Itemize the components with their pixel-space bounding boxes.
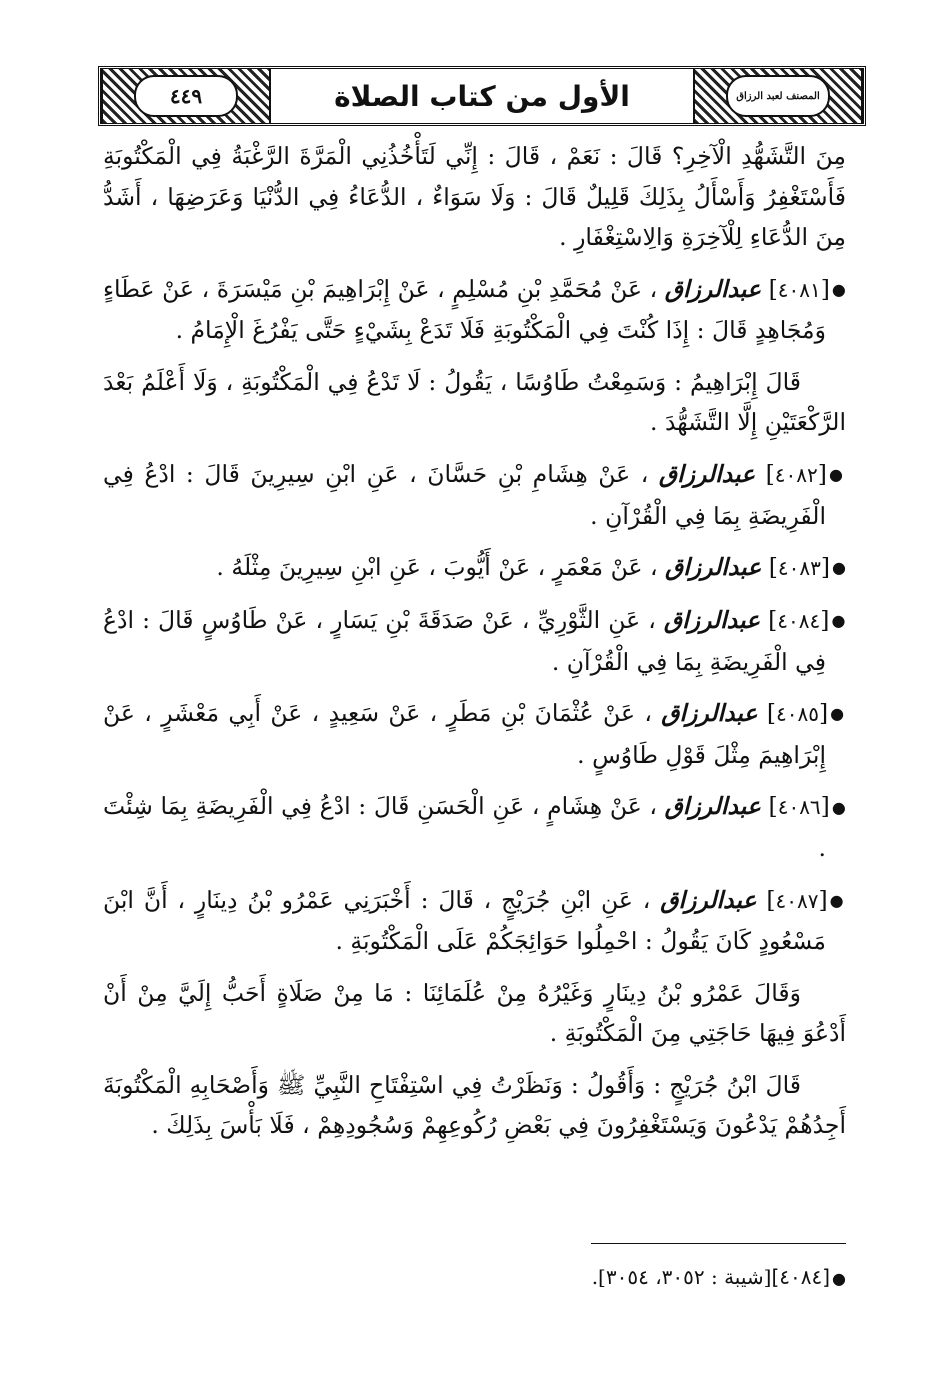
continued-paragraph: مِنَ التَّشَهُّدِ الْآخِرِ؟ قَالَ : نَعَمْ ، قَالَ : إِنِّي لَتَأْخُذُنِي الْمَرَّةَ الرَّغْبَةُ فِي الْمَكْتُوبَةِ فَأَسْتَغْفِرُ وَأَسْأَلُ بِذَلِكَ قَلِيلٌ قَالَ : وَلَا سَوَاءٌ ، الدُّعَاءُ فِي الدُّنْيَا وَعَرَضِهَا ، أَشَدُّ مِنَ الدُّعَاءِ لِلْآخِرَةِ وَالِاسْتِغْفَارِ . xyxy=(103,142,846,251)
hadith-text: ، عَنْ هِشَامٍ ، عَنِ الْحَسَنِ قَالَ : ادْعُ فِي الْفَرِيضَةِ بِمَا شِئْتَ . xyxy=(103,792,826,862)
page-header xyxy=(98,66,866,126)
page-number: ٤٤٩ xyxy=(134,75,238,117)
bullet-icon: ● xyxy=(831,611,846,630)
bullet-icon: ● xyxy=(832,1268,846,1288)
hadith-text: ، عَنْ مَعْمَرٍ ، عَنْ أَيُّوبَ ، عَنِ ابْنِ سِيرِينَ مِثْلَهُ . xyxy=(216,553,658,581)
hadith-text: ، عَنِ الثَّوْرِيِّ ، عَنْ صَدَقَةَ بْنِ يَسَارٍ ، عَنْ طَاوُسٍ قَالَ : ادْعُ فِي الْفَرِيضَةِ بِمَا فِي الْقُرْآنِ . xyxy=(103,605,826,676)
bullet-icon: ● xyxy=(831,797,846,817)
narrator-name: عبدالرزاق xyxy=(663,605,761,634)
footnote-divider xyxy=(591,1243,846,1244)
hadith-number: ٤٠٨٦ xyxy=(777,795,821,820)
footnote: ●[٤٠٨٤][شيبة : ٣٠٥٢، ٣٠٥٤]. xyxy=(591,1265,846,1289)
bullet-icon: ● xyxy=(828,465,846,484)
narrator-name: عبدالرزاق xyxy=(658,459,756,488)
bullet-icon: ● xyxy=(832,558,846,578)
hadith-paragraph: ●[٤٠٨٤] عبدالرزاق ، عَنِ الثَّوْرِيِّ ، عَنْ صَدَقَةَ بْنِ يَسَارٍ ، عَنْ طَاوُسٍ قَالَ : ادْعُ فِي الْفَرِيضَةِ بِمَا فِي الْقُرْآنِ . xyxy=(103,605,846,676)
narrator-name: عبدالرزاق xyxy=(660,885,757,914)
narration-paragraph: قَالَ ابْنُ جُرَيْجٍ : وَأَقُولُ : وَنَظَرْتُ فِي اسْتِفْتَاحِ النَّبِيِّ ﷺ وَأَصْحَابِهِ الْمَكْتُوبَةَ أَجِدُهُمْ يَدْعُونَ وَيَسْتَغْفِرُونَ فِي بَعْضِ رُكُوعِهِمْ وَسُجُودِهِمْ ، فَلَا بَأْسَ بِذَلِكَ . xyxy=(103,1070,846,1140)
footnote-text: [شيبة : ٣٠٥٢، ٣٠٥٤]. xyxy=(591,1265,772,1289)
hadith-text: ، عَنْ عُثْمَانَ بْنِ مَطَرٍ ، عَنْ سَعِيدٍ ، عَنْ أَبِي مَعْشَرٍ ، عَنْ إِبْرَاهِيمَ مِثْلَ قَوْلِ طَاوُسٍ . xyxy=(103,699,826,769)
book-logo: المصنف لعبد الرزاق xyxy=(726,75,830,117)
hadith-paragraph: ●[٤٠٨٧] عبدالرزاق ، عَنِ ابْنِ جُرَيْجٍ ، قَالَ : أَخْبَرَنِي عَمْرُو بْنُ دِينَارٍ ، أَنَّ ابْنَ مَسْعُودٍ كَانَ يَقُولُ : احْمِلُوا حَوَائِجَكُمْ عَلَى الْمَكْتُوبَةِ . xyxy=(103,885,846,956)
header-ornament-left xyxy=(101,69,271,123)
hadith-paragraph: ●[٤٠٨٣] عبدالرزاق ، عَنْ مَعْمَرٍ ، عَنْ أَيُّوبَ ، عَنِ ابْنِ سِيرِينَ مِثْلَهُ . xyxy=(216,553,846,581)
hadith-paragraph: ●[٤٠٨٢] عبدالرزاق ، عَنْ هِشَامِ بْنِ حَسَّانَ ، عَنِ ابْنِ سِيرِينَ قَالَ : ادْعُ فِي الْفَرِيضَةِ بِمَا فِي الْقُرْآنِ . xyxy=(103,459,846,530)
hadith-number: ٤٠٨٣ xyxy=(777,556,821,580)
bullet-icon: ● xyxy=(831,279,846,299)
narration-paragraph: قَالَ إِبْرَاهِيمُ : وَسَمِعْتُ طَاوُسًا ، يَقُولُ : لَا تَدْعُ فِي الْمَكْتُوبَةِ ، وَلَا أَعْلَمُ بَعْدَ الرَّكْعَتَيْنِ إِلَّا التَّشَهُّدَ . xyxy=(103,367,846,437)
hadith-number: ٤٠٨٤ xyxy=(777,608,821,633)
bullet-icon: ● xyxy=(830,704,846,724)
narration-paragraph: وَقَالَ عَمْرُو بْنُ دِينَارٍ وَغَيْرُهُ مِنْ عُلَمَائِنَا : مَا مِنْ صَلَاةٍ أَحَبُّ إِلَيَّ مِنْ أَنْ أَدْعُوَ فِيهَا حَاجَتِي مِنَ الْمَكْتُوبَةِ . xyxy=(103,978,846,1048)
page-body xyxy=(103,140,846,1157)
hadith-paragraph: ●[٤٠٨٦] عبدالرزاق ، عَنْ هِشَامٍ ، عَنِ الْحَسَنِ قَالَ : ادْعُ فِي الْفَرِيضَةِ بِمَا شِئْتَ . xyxy=(103,792,846,862)
narrator-name: عبدالرزاق xyxy=(664,274,761,303)
footnote-number: ٤٠٨٤ xyxy=(779,1265,823,1289)
hadith-paragraph: ●[٤٠٨١] عبدالرزاق ، عَنْ مُحَمَّدِ بْنِ مُسْلِمٍ ، عَنْ إِبْرَاهِيمَ بْنِ مَيْسَرَةَ ، عَنْ عَطَاءٍ وَمُجَاهِدٍ قَالَ : إِذَا كُنْتَ فِي الْمَكْتُوبَةِ فَلَا تَدَعْ بِشَيْءٍ حَتَّى يَفْرُغَ الْإِمَامُ . xyxy=(103,274,846,345)
bullet-icon: ● xyxy=(829,890,846,910)
hadith-text: ، عَنِ ابْنِ جُرَيْجٍ ، قَالَ : أَخْبَرَنِي عَمْرُو بْنُ دِينَارٍ ، أَنَّ ابْنَ مَسْعُودٍ كَانَ يَقُولُ : احْمِلُوا حَوَائِجَكُمْ عَلَى الْمَكْتُوبَةِ . xyxy=(103,885,826,956)
narrator-name: عبدالرزاق xyxy=(661,699,758,727)
hadith-text: ، عَنْ مُحَمَّدِ بْنِ مُسْلِمٍ ، عَنْ إِبْرَاهِيمَ بْنِ مَيْسَرَةَ ، عَنْ عَطَاءٍ وَمُجَاهِدٍ قَالَ : إِذَا كُنْتَ فِي الْمَكْتُوبَةِ فَلَا تَدَعْ بِشَيْءٍ حَتَّى يَفْرُغَ الْإِمَامُ . xyxy=(103,274,826,345)
hadith-text: ، عَنْ هِشَامِ بْنِ حَسَّانَ ، عَنِ ابْنِ سِيرِينَ قَالَ : ادْعُ فِي الْفَرِيضَةِ بِمَا فِي الْقُرْآنِ . xyxy=(103,459,826,530)
hadith-paragraph: ●[٤٠٨٥] عبدالرزاق ، عَنْ عُثْمَانَ بْنِ مَطَرٍ ، عَنْ سَعِيدٍ ، عَنْ أَبِي مَعْشَرٍ ، عَنْ إِبْرَاهِيمَ مِثْلَ قَوْلِ طَاوُسٍ . xyxy=(103,699,846,769)
hadith-number: ٤٠٨١ xyxy=(777,277,821,302)
chapter-title: الأول من كتاب الصلاة xyxy=(334,79,630,113)
narrator-name: عبدالرزاق xyxy=(664,792,761,821)
hadith-number: ٤٠٨٧ xyxy=(775,888,819,913)
narrator-name: عبدالرزاق xyxy=(665,553,762,581)
hadith-number: ٤٠٨٥ xyxy=(776,702,819,726)
hadith-number: ٤٠٨٢ xyxy=(774,462,818,487)
header-ornament-right xyxy=(693,69,863,123)
